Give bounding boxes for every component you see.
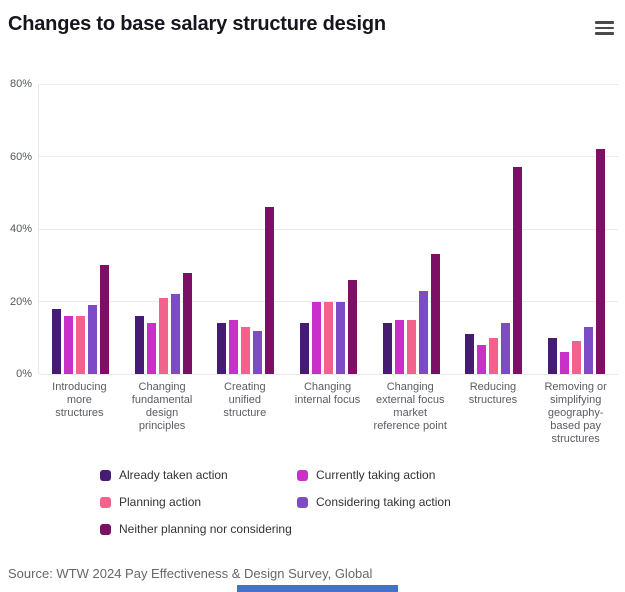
- legend-item[interactable]: [100, 468, 297, 482]
- bar[interactable]: [52, 309, 61, 374]
- y-tick-label: 60%: [9, 150, 32, 163]
- page-title: Changes to base salary structure design: [8, 13, 386, 35]
- legend-label: Currently taking action: [316, 468, 436, 482]
- bar[interactable]: [395, 320, 404, 374]
- bar[interactable]: [147, 323, 156, 374]
- y-tick-label: 0%: [16, 368, 32, 380]
- x-category-label: Reducing structures: [468, 381, 518, 406]
- bar[interactable]: [572, 341, 581, 374]
- x-axis-category-labels: [38, 381, 617, 446]
- bar[interactable]: [465, 334, 474, 374]
- bar[interactable]: [324, 302, 333, 375]
- legend-swatch-icon: [297, 470, 308, 481]
- bar[interactable]: [159, 298, 168, 374]
- legend-swatch-icon: [297, 497, 308, 508]
- legend-item[interactable]: [100, 522, 297, 536]
- legend-swatch-icon: [100, 470, 111, 481]
- bar[interactable]: [135, 316, 144, 374]
- bar[interactable]: [513, 167, 522, 374]
- y-tick-label: 20%: [9, 295, 32, 308]
- legend-item[interactable]: [100, 495, 297, 509]
- bar[interactable]: [596, 149, 605, 374]
- bar[interactable]: [477, 345, 486, 374]
- legend-label: Neither planning nor considering: [119, 522, 292, 536]
- bar-group: [39, 84, 122, 374]
- bar[interactable]: [100, 265, 109, 374]
- bar[interactable]: [584, 327, 593, 374]
- bar[interactable]: [241, 327, 250, 374]
- bar-group: [287, 84, 370, 374]
- plot-area: [38, 84, 618, 374]
- bar-group: [370, 84, 453, 374]
- legend: [100, 468, 451, 536]
- bar[interactable]: [265, 207, 274, 374]
- bar[interactable]: [336, 302, 345, 375]
- bar-group: [453, 84, 536, 374]
- bar[interactable]: [64, 316, 73, 374]
- legend-item[interactable]: [297, 495, 451, 509]
- bar-group: [122, 84, 205, 374]
- bar[interactable]: [171, 294, 180, 374]
- bar[interactable]: [300, 323, 309, 374]
- legend-label: Already taken action: [119, 468, 228, 482]
- legend-label: Considering taking action: [316, 495, 451, 509]
- y-axis-tick-labels: [0, 78, 32, 380]
- bar[interactable]: [229, 320, 238, 374]
- bar[interactable]: [217, 323, 226, 374]
- bar[interactable]: [348, 280, 357, 374]
- y-tick-label: 40%: [9, 223, 32, 235]
- legend-label: Planning action: [119, 495, 202, 509]
- x-category-label: Creating unified structure: [223, 381, 267, 419]
- bar[interactable]: [253, 331, 262, 375]
- bar[interactable]: [560, 352, 569, 374]
- y-tick-label: 80%: [9, 78, 32, 90]
- x-category-label: Changing external focus market reference point: [373, 381, 447, 432]
- x-category-label: Removing or simplifying geography-based pay structures: [544, 381, 607, 445]
- bar[interactable]: [407, 320, 416, 374]
- source-credit: Source: WTW 2024 Pay Effectiveness & Design Survey, Global: [8, 566, 373, 581]
- x-category-label: Introducing more structures: [52, 381, 107, 419]
- bar-group: [535, 84, 618, 374]
- x-category-label: Changing fundamental design principles: [131, 381, 193, 432]
- bar[interactable]: [76, 316, 85, 374]
- bar[interactable]: [383, 323, 392, 374]
- bar[interactable]: [419, 291, 428, 374]
- bar[interactable]: [501, 323, 510, 374]
- legend-swatch-icon: [100, 497, 111, 508]
- legend-item[interactable]: [297, 468, 451, 482]
- bar[interactable]: [489, 338, 498, 374]
- horizontal-scrollbar-thumb[interactable]: [237, 585, 398, 592]
- legend-swatch-icon: [100, 524, 111, 535]
- bar[interactable]: [312, 302, 321, 375]
- bar-group: [204, 84, 287, 374]
- bar[interactable]: [88, 305, 97, 374]
- x-category-label: Changing internal focus: [294, 381, 361, 406]
- bar[interactable]: [431, 254, 440, 374]
- bar-groups: [39, 84, 618, 374]
- bar[interactable]: [548, 338, 557, 374]
- hamburger-menu-icon[interactable]: [595, 21, 614, 35]
- bar[interactable]: [183, 273, 192, 375]
